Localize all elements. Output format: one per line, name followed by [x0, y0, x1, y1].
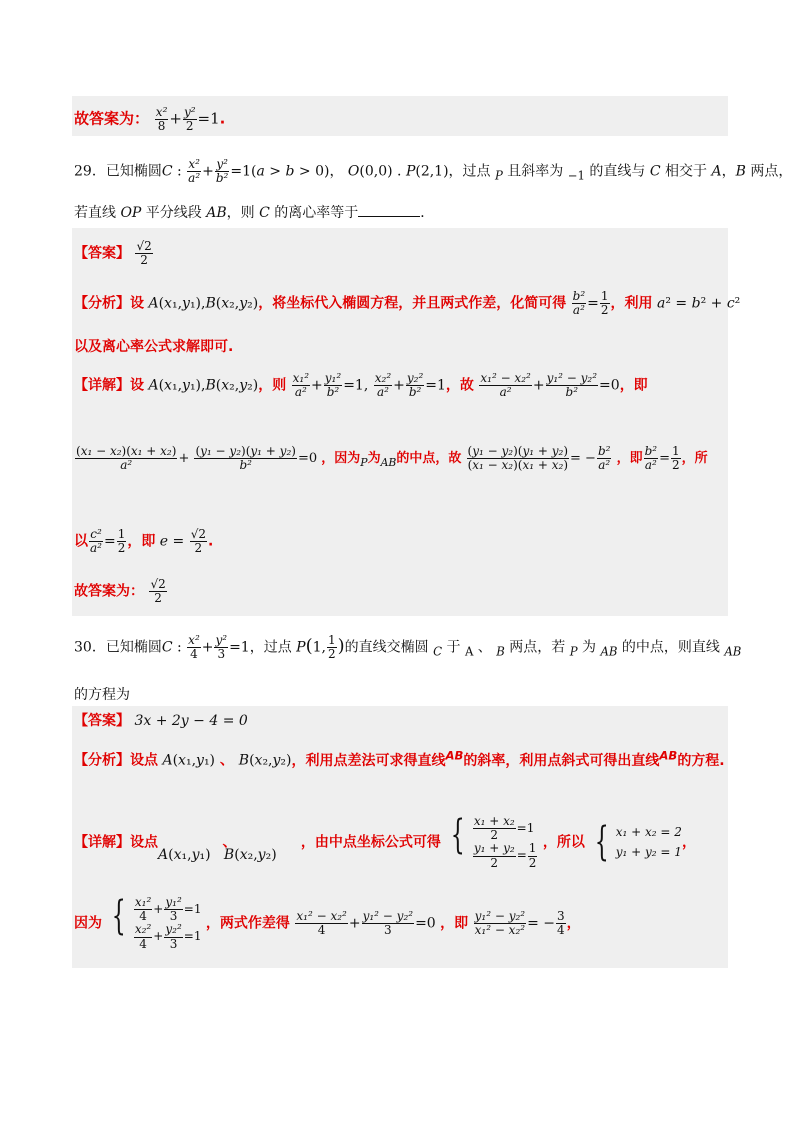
q30-detail-line1: 【详解】设点 、 ，由中点坐标公式可得 { $\frac{\text{x₁ + x₂}}{2}$ =1 $\frac{\text{y₁ + y₂}}{2}$ = $\frac{1}{2}$ ，所以 { x₁ + x₂ = 2 y₁ + y₂ = 1 ， — [74, 812, 696, 870]
q29-detail-line1: 【详解】设 A(x₁,y₁),B(x₂,y₂)，则 $\frac{\text{x₁²}}{\text{a²}}$ + $\frac{\text{y₁²}}{\text{b²}}$ =1, $\frac{\text{x₂²}}{\text{a²}}$ + $\frac{\text{y₂²}}{\text{b²}}$ =1，故 $\frac{\text{x₁² − x₂²}}{\text{a²}}$ + $\frac{\text{y₁² − y₂²}}{\text{b²}}$ =0，即 — [74, 371, 648, 400]
q30-analysis: 【分析】设点 A(x₁,y₁) 、 B(x₂,y₂)，利用点差法可求得直线$^{AB}$的斜率，利用点斜式可得出直线$^{AB}$的方程. — [74, 748, 725, 769]
q29-detail-line3: 以 $\frac{\text{c²}}{\text{a²}}$ = $\frac{1}{2}$ ，即 e = $\frac{√2}{2}$ . — [74, 527, 214, 556]
q30-answer: 【答案】 3x + 2y − 4 = 0 — [74, 713, 248, 729]
answer-blank — [358, 202, 420, 217]
top-answer-line: 故答案为： $\frac{\text{x²}}{8}$ + $\frac{\text{y²}}{2}$ =1. — [74, 105, 226, 134]
q29-final: 故答案为： $\frac{√2}{2}$ — [74, 577, 166, 606]
q29-line1: 29．已知椭圆C : $\frac{\text{x²}}{\text{a²}}$ + $\frac{\text{y²}}{\text{b²}}$ =1(a > b > 0)， O(0,0) . P(2,1)，过点 $_P$ 且斜率为 $_{-1}$ 的直线与 C 相交于 A，B 两点， — [74, 157, 793, 186]
q29-line2: 若直线 OP 平分线段 AB，则 C 的离心率等于 ． — [74, 202, 434, 222]
answer-label: 故答案为： — [74, 109, 150, 128]
q29-analysis: 【分析】设 A(x₁,y₁),B(x₂,y₂)，将坐标代入椭圆方程，并且两式作差，化简可得 $\frac{\text{b²}}{\text{a²}}$ = $\frac{1}{2}$ ，利用 a² = b² + c² — [74, 289, 741, 318]
q30-detail-line2: 因为 { $\frac{\text{x₁²}}{4}$ + $\frac{\text{y₁²}}{3}$ =1 $\frac{\text{x₂²}}{4}$ + $\frac{\text{y₂²}}{3}$ =1 ，两式作差得 $\frac{\text{x₁² − x₂²}}{4}$ + $\frac{\text{y₁² − y₂²}}{3}$ =0 ，即 $\frac{\text{y₁² − y₂²}}{\text{x₁² − x₂²}}$ = − $\frac{3}{4}$ ， — [74, 893, 581, 951]
q30-line2: 的方程为 — [74, 687, 130, 703]
q29-detail-line2: $\frac{\text{(x₁ − x₂)(x₁ + x₂)}}{\text{a²}}$ + $\frac{\text{(y₁ − y₂)(y₁ + y₂)}}{\text{b²}}$ =0 ，因为$_P$为$_{AB}$的中点，故 $\frac{\text{(y₁ − y₂)(y₁ + y₂)}}{\text{(x₁ − x₂)(x₁ + x₂)}}$ = − $\frac{\text{b²}}{\text{a²}}$ ，即 $\frac{\text{b²}}{\text{a²}}$ = $\frac{1}{2}$ ，所 — [76, 444, 708, 473]
q30-points-label: A(x₁,y₁) B(x₂,y₂) — [158, 847, 277, 863]
q30-line1: 30．已知椭圆C : $\frac{\text{x²}}{4}$ + $\frac{\text{y²}}{3}$ =1，过点 P(1, $\frac{1}{2}$ )的直线交椭圆 $_C$ 于 $_A$ 、 $_B$ 两点，若 $_P$ 为 $_{AB}$ 的中点，则直线 $_{AB}$ — [74, 633, 742, 662]
q29-analysis-line2: 以及离心率公式求解即可. — [74, 339, 234, 355]
q29-answer: 【答案】 $\frac{√2}{2}$ — [74, 239, 152, 268]
q29-solution-block — [72, 228, 728, 616]
